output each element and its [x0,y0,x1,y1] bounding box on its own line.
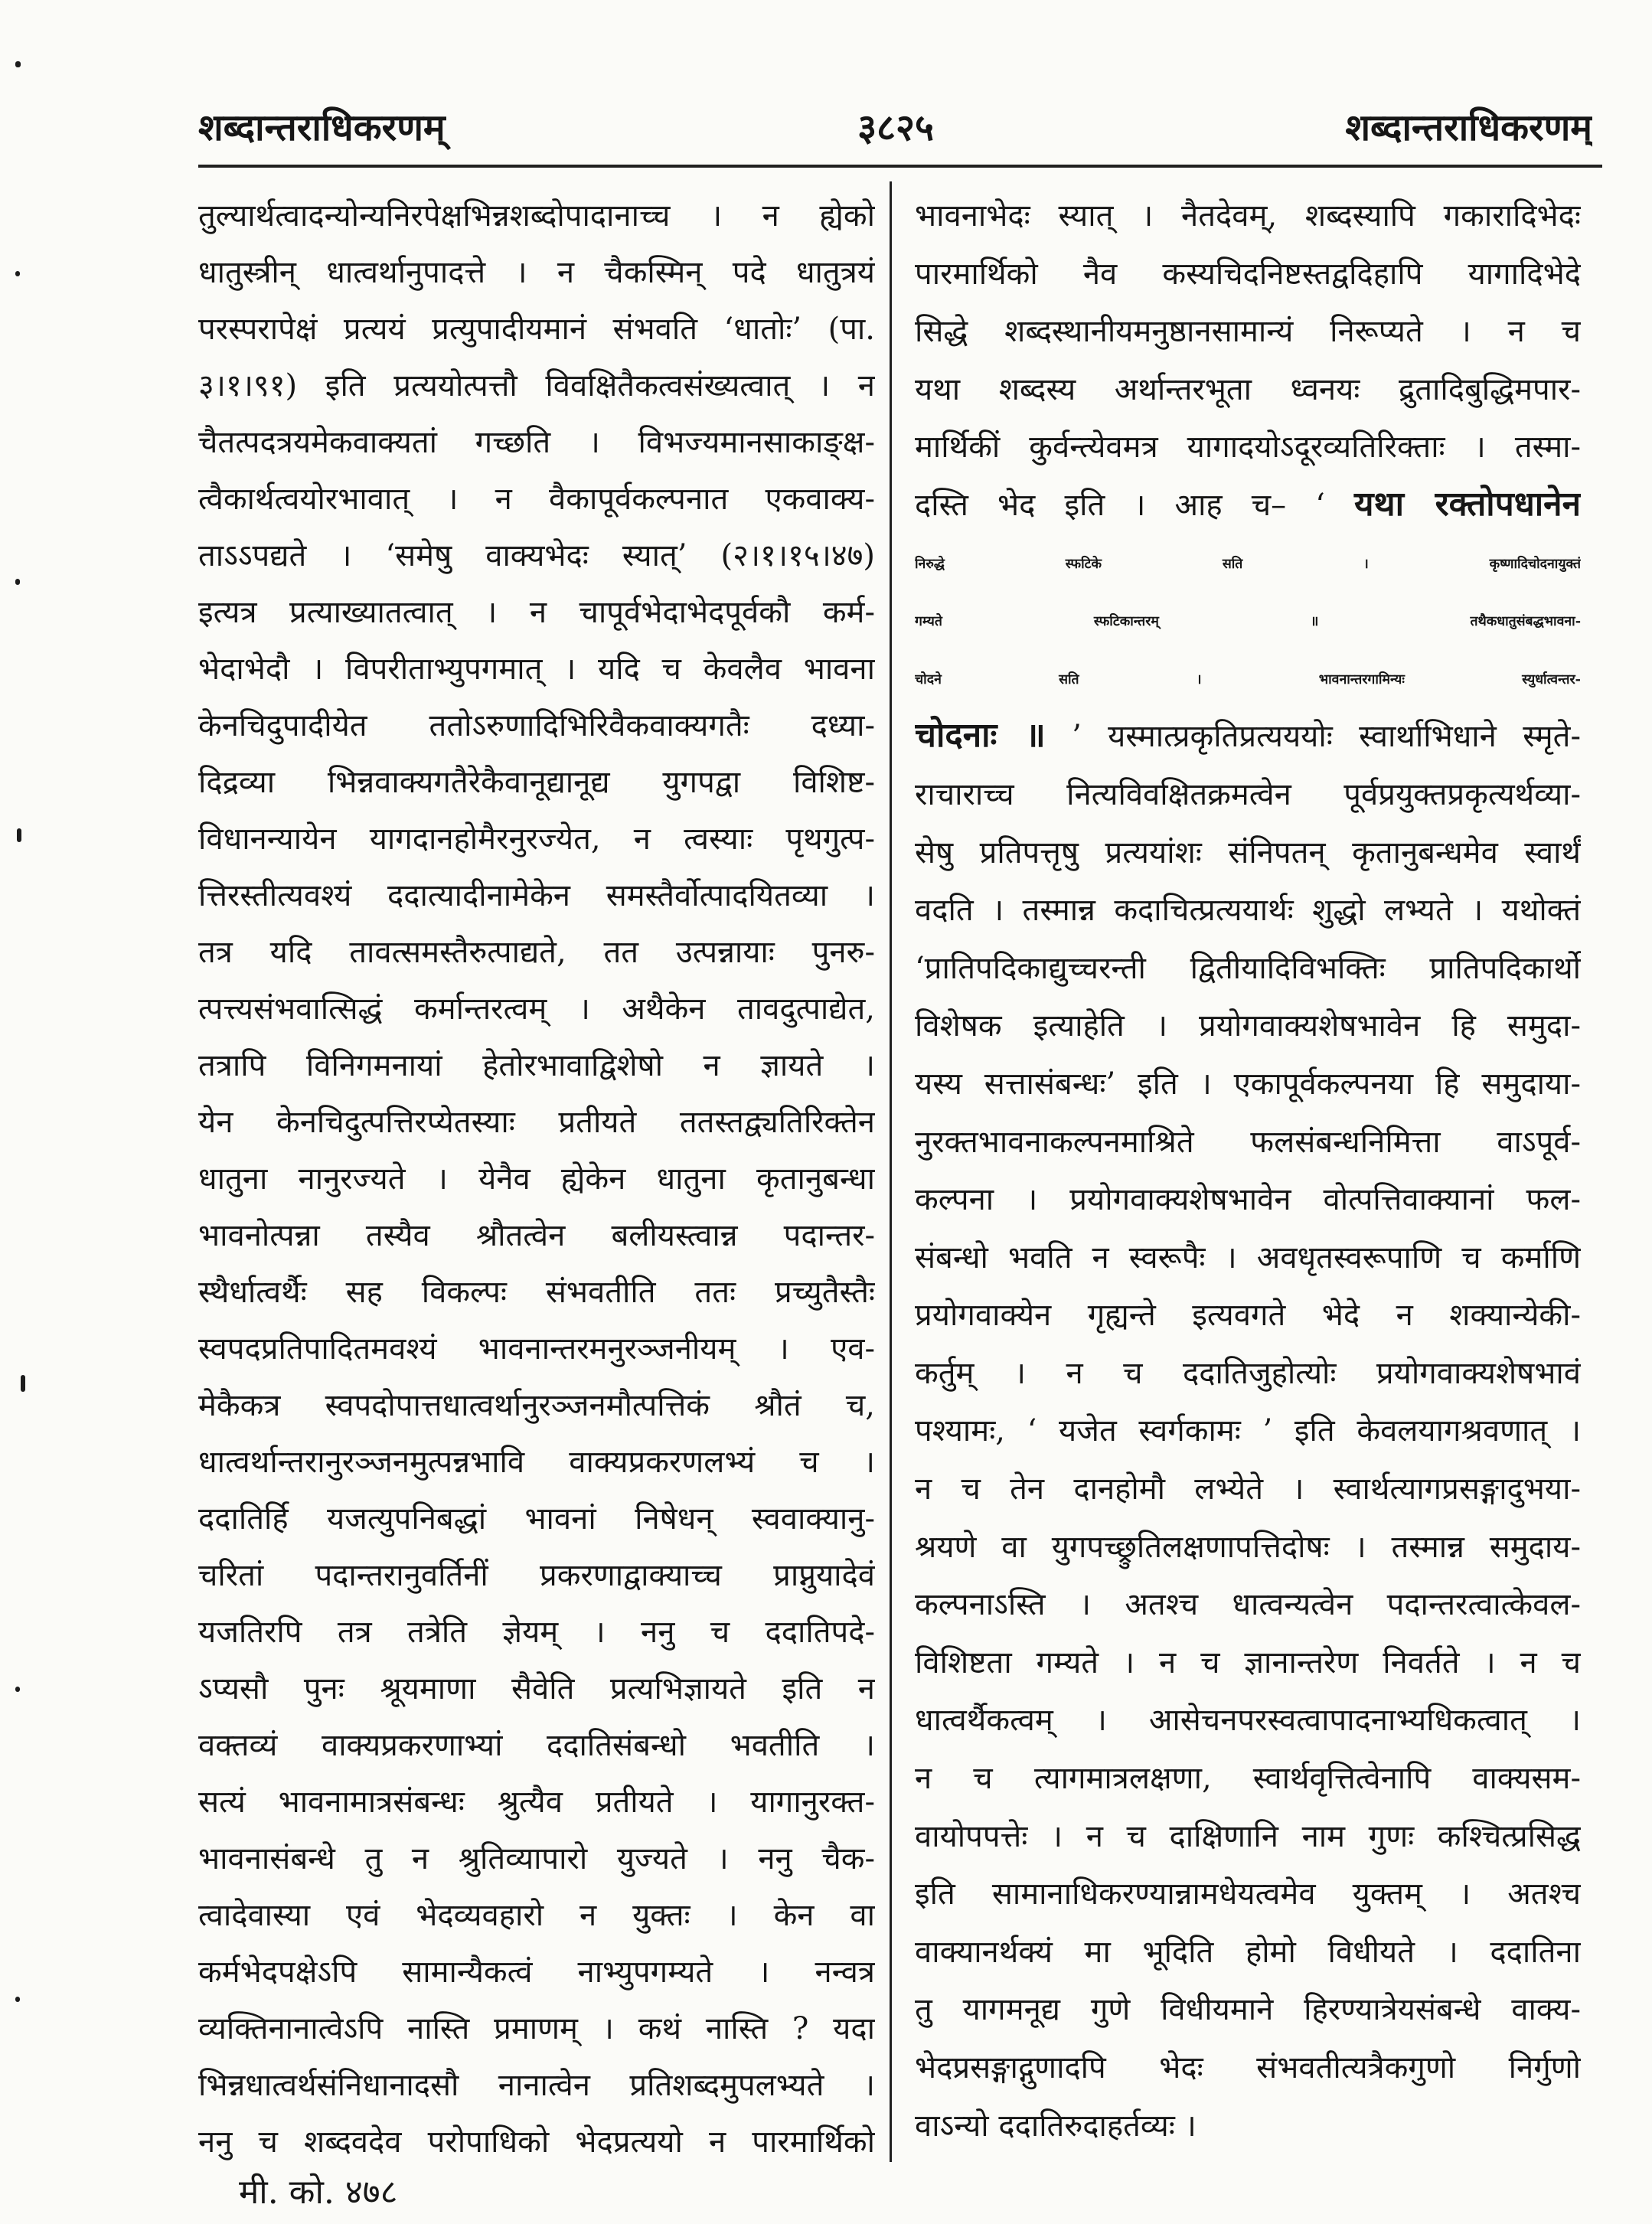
text-line: इत्यत्र प्रत्याख्यातत्वात् । न चापूर्वभेदाभेदपूर्वकौ कर्म- [198,595,875,630]
text-line: विधानन्यायेन यागदानहोमैरनुरज्येत, न त्वस्याः पृथगुत्प- [198,821,875,857]
text-line: सेषु प्रतिपत्तृषु प्रत्ययांशः संनिपतन् कृतानुबन्धमेव स्वार्थं [915,834,1581,870]
text-line: सत्यं भावनामात्रसंबन्धः श्रुत्यैव प्रतीयते । यागानुरक्त- [198,1785,875,1820]
text-line: मार्थिकीं कुर्वन्त्येवमत्र यागादयोऽदूरव्यतिरिक्ताः । तस्मा- [915,429,1581,465]
signature-mark: मी. को. ४७८ [239,2173,398,2212]
text-line: वाक्यानर्थक्यं मा भूदिति होमो विधीयते । ददातिना [915,1934,1581,1970]
text-line: धातुना नानुरज्यते । येनैव ह्येकेन धातुना कृतानुबन्धा [198,1161,875,1197]
text-line: इति सामानाधिकरण्यान्नामधेयत्वमेव युक्तम् । अतश्च [915,1876,1581,1912]
running-head-right: शब्दान्तराधिकरणम् [1345,106,1592,149]
scan-speck [15,61,21,67]
text-line [915,477,1581,535]
text-line: केनचिदुपादीयेत ततोऽरुणादिभिरिवैकवाक्यगतैः दध्या- [198,708,875,743]
text-line: चैतत्पदत्रयमेकवाक्यतां गच्छति । विभज्यमानसाकाङ्क्ष- [198,425,875,460]
line-text: दस्ति भेद इति । आह च– ‘ [915,487,1325,523]
text-line: धात्वर्थान्तरानुरञ्जनमुत्पन्नभावि वाक्यप्रकरणलभ्यं च । [198,1445,875,1480]
text-line: भेदाभेदौ । विपरीताभ्युपगमात् । यदि च केवलैव भावना [198,652,875,687]
text-line: त्वादेवास्या एवं भेदव्यवहारो न युक्तः । केन वा [198,1898,875,1933]
text-line: ‘प्रातिपदिकाद्युच्चरन्ती द्वितीयादिविभक्तिः प्रातिपदिकार्थो [915,950,1581,986]
text-line: न च तेन दानहोमौ लभ्येते । स्वार्थत्यागप्रसङ्गादुभया- [915,1471,1581,1507]
left-column [198,188,875,2170]
text-line: यथा शब्दस्य अर्थान्तरभूता ध्वनयः द्रुतादिबुद्धिमपार- [915,371,1581,407]
scan-speck [21,1375,25,1392]
text-line: ननु च शब्दवदेव परोपाधिको भेदप्रत्ययो न पारमार्थिको [198,2124,875,2160]
text-line: ३।१।९१) इति प्रत्ययोत्पत्तौ विवक्षितैकत्वसंख्यत्वात् । न [198,368,875,403]
text-line: स्वपदप्रतिपादितमवश्यं भावनान्तरमनुरञ्जनीयम् । एव- [198,1331,875,1367]
text-line: न च त्यागमात्रलक्षणा, स्वार्थवृत्तित्वेनापि वाक्यसम- [915,1761,1581,1797]
text-line: तु यागमनूद्य गुणे विधीयमाने हिरण्यात्रेयसंबन्धे वाक्य- [915,1992,1581,2028]
scan-speck [17,828,21,842]
text-line: तत्रापि विनिगमनायां हेतोरभावाद्विशेषो न ज्ञायते । [198,1048,875,1083]
text-line: त्तिरस्तीत्यवश्यं ददात्यादीनामेकेन समस्तैर्वोत्पादयितव्या । [198,878,875,913]
scan-speck [15,1997,20,2002]
verse-line: गम्यते स्फटिकान्तरम् ॥ तथैकधातुसंबद्धभावना- [915,613,1581,630]
header-rule [198,165,1602,168]
text-line: प्रयोगवाक्येन गृह्यन्ते इत्यवगते भेदे न शक्यान्येकी- [915,1298,1581,1334]
verse-quote: यथा रक्तोपधानेन [1353,484,1581,524]
text-line: व्यक्तिनानात्वेऽपि नास्ति प्रमाणम् । कथं नास्ति ? यदा [198,2011,875,2046]
text-line: कल्पनाऽस्ति । अतश्च धात्वन्यत्वेन पदान्तरत्वात्केवल- [915,1587,1581,1623]
text-line: यस्य सत्तासंबन्धः’ इति । एकापूर्वकल्पनया हि समुदाया- [915,1066,1581,1102]
text-line: यजतिरपि तत्र तत्रेति ज्ञेयम् । ननु च ददातिपदे- [198,1615,875,1650]
text-line: राचाराच्च नित्यविवक्षितक्रमत्वेन पूर्वप्रयुक्तप्रकृत्यर्थव्या- [915,776,1581,812]
text-line: धात्वर्थैकत्वम् । आसेचनपरस्वत्वापादनाभ्यधिकत्वात् । [915,1703,1581,1739]
verse-line: चोदने सति । भावनान्तरगामिन्यः स्युर्धात्वन्तर- [915,671,1581,687]
text-line: वक्तव्यं वाक्यप्रकरणाभ्यां ददातिसंबन्धो भवतीति । [198,1728,875,1763]
text-line: पश्यामः, ‘ यजेत स्वर्गकामः ’ इति केवलयागश्रवणात् । [915,1413,1581,1449]
text-line: चरितां पदान्तरानुवर्तिनीं प्रकरणाद्वाक्याच्च प्राप्नुयादेवं [198,1558,875,1593]
text-line: विशेषक इत्याहेति । प्रयोगवाक्यशेषभावेन हि समुदा- [915,1008,1581,1044]
running-head-left: शब्दान्तराधिकरणम् [198,106,446,149]
text-line: वदति । तस्मान्न कदाचित्प्रत्ययार्थः शुद्धो लभ्यते । यथोक्तं [915,893,1581,929]
text-line: परस्परापेक्षं प्रत्ययं प्रत्युपादीयमानं संभवति ‘धातोः’ (पा. [198,312,875,347]
scan-speck [15,1687,20,1692]
text-line: भावनासंबन्धे तु न श्रुतिव्यापारो युज्यते । ननु चैक- [198,1841,875,1876]
text-line: कर्मभेदपक्षेऽपि सामान्यैकत्वं नाभ्युपगम्यते । नन्वत्र [198,1955,875,1990]
text-line: येन केनचिदुत्पत्तिरप्येतस्याः प्रतीयते ततस्तद्व्यतिरिक्तेन [198,1105,875,1140]
text-line: नुरक्तभावनाकल्पनमाश्रिते फलसंबन्धनिमित्ता वाऽपूर्व- [915,1124,1581,1160]
text-line: वायोपपत्तेः । न च दाक्षिणानि नाम गुणः कश्चित्प्रसिद्ध [915,1818,1581,1854]
text-line: दिद्रव्या भिन्नवाक्यगतैरेकैवानूद्यानूद्य युगपद्वा विशिष्ट- [198,765,875,800]
text-line: ददातिर्हि यजत्युपनिबद्धां भावनां निषेधन् स्ववाक्यानु- [198,1501,875,1537]
text-line: धातुस्त्रीन् धात्वर्थानुपादत्ते । न चैकस्मिन् पदे धातुत्रयं [198,255,875,290]
text-line: भिन्नधात्वर्थसंनिधानादसौ नानात्वेन प्रतिशब्दमुपलभ्यते । [198,2068,875,2103]
text-line: श्रयणे वा युगपच्छ्रुतिलक्षणापत्तिदोषः । तस्मान्न समुदाय- [915,1529,1581,1565]
text-line: पारमार्थिको नैव कस्यचिदनिष्टस्तद्वदिहापि यागादिभेदे [915,256,1581,292]
text-line: त्पत्त्यसंभवात्सिद्धं कर्मान्तरत्वम् । अथैकेन तावदुत्पाद्येत, [198,991,875,1027]
text-line: वाऽन्यो ददातिरुदाहर्तव्यः । [915,2108,1197,2144]
right-column [915,188,1581,2155]
page-number: ३८२५ [857,106,934,149]
verse-line: निरुद्धे स्फटिके सति । कृष्णादिचोदनायुक्तं [915,555,1581,572]
text-line: भावनाभेदः स्यात् । नैतदेवम्, शब्दस्यापि गकारादिभेदः [915,198,1581,234]
text-line: ऽप्यसौ पुनः श्रूयमाणा सैवेति प्रत्यभिज्ञायते इति न [198,1671,875,1706]
text-line: भेदप्रसङ्गाद्गुणादपि भेदः संभवतीत्यत्रैकगुणो निर्गुणो [915,2050,1581,2085]
scan-speck [15,579,20,585]
scan-speck [15,271,20,276]
text-line: मेकैकत्र स्वपदोपात्तधात्वर्थानुरञ्जनमौत्पत्तिकं श्रौतं च, [198,1388,875,1423]
text-line: विशिष्टता गम्यते । न च ज्ञानान्तरेण निवर्तते । न च [915,1644,1581,1680]
text-line: कर्तुम् । न च ददातिजुहोत्योः प्रयोगवाक्यशेषभावं [915,1355,1581,1391]
text-line: कल्पना । प्रयोगवाक्यशेषभावेन वोत्पत्तिवाक्यानां फल- [915,1182,1581,1218]
line-text: ’ यस्मात्प्रकृतिप्रत्यययोः स्वार्थाभिधाने स्मृते- [1072,719,1581,755]
text-line: संबन्धो भवति न स्वरूपैः । अवधृतस्वरूपाणि च कर्माणि [915,1239,1581,1275]
text-line [915,708,1581,766]
text-line: तुल्यार्थत्वादन्योन्यनिरपेक्षभिन्नशब्दोपादानाच्च । न ह्येको [198,198,875,234]
verse-quote: चोदनाः ॥ [915,716,1046,756]
text-line: सिद्धे शब्दस्थानीयमनुष्ठानसामान्यं निरूप्यते । न च [915,314,1581,350]
text-line: ताऽऽपद्यते । ‘समेषु वाक्यभेदः स्यात्’ (२।१।१५।४७) [198,538,875,573]
text-line: स्थैर्धात्वर्थैः सह विकल्पः संभवतीति ततः प्रच्युतैस्तैः [198,1275,875,1310]
text-line: तत्र यदि तावत्समस्तैरुत्पाद्यते, तत उत्पन्नायाः पुनरु- [198,935,875,970]
text-line: भावनोत्पन्ना तस्यैव श्रौतत्वेन बलीयस्त्वान्न पदान्तर- [198,1218,875,1253]
column-divider [890,181,892,2162]
text-line: त्वैकार्थत्वयोरभावात् । न वैकापूर्वकल्पनात एकवाक्य- [198,482,875,517]
